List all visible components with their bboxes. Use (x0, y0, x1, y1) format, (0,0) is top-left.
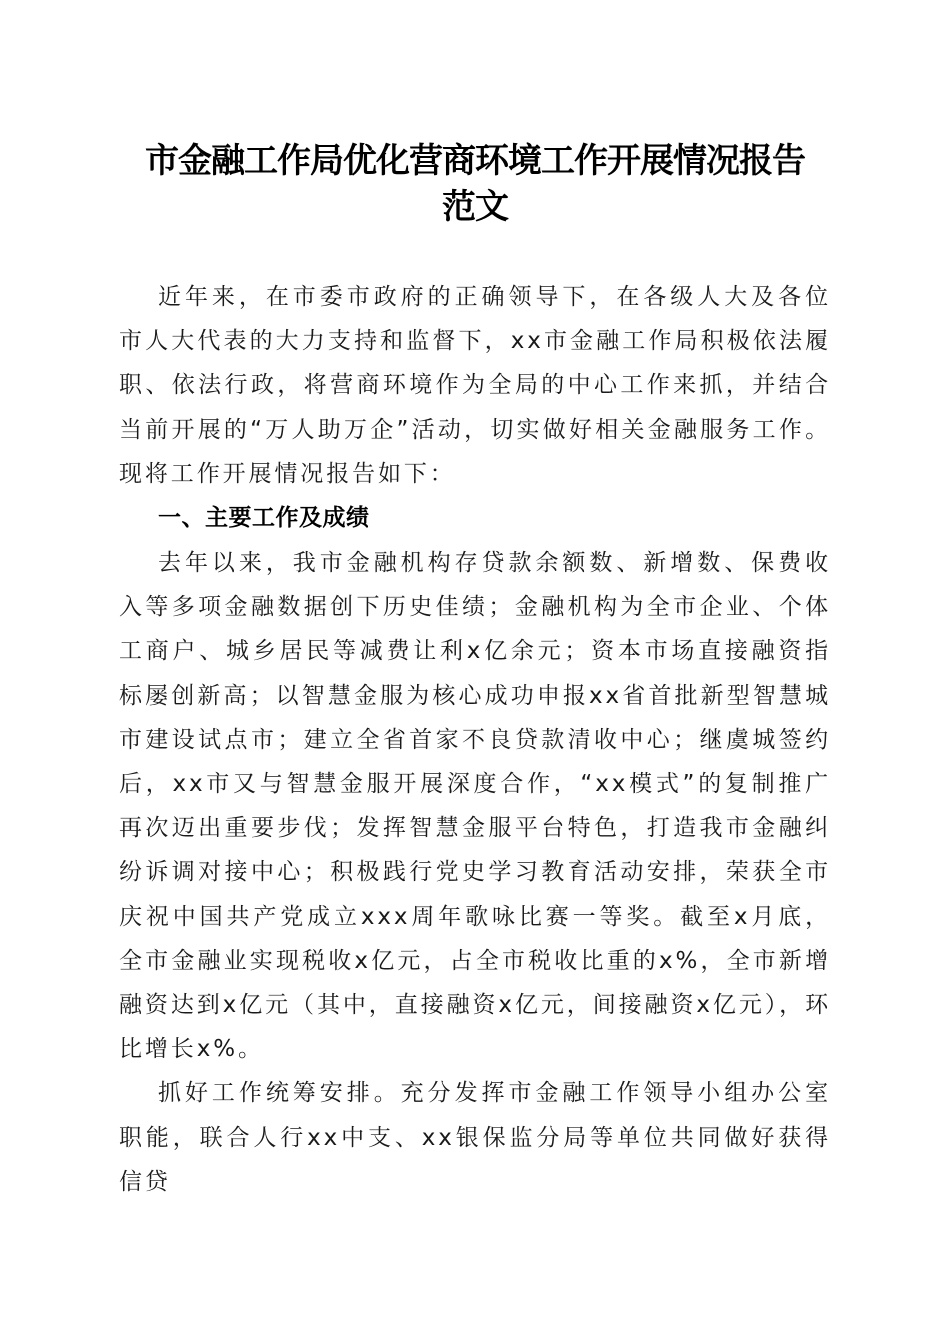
section-heading-1: 一、主要工作及成绩 (158, 505, 370, 532)
intro-paragraph: 近年来，在市委市政府的正确领导下，在各级人大及各位市人大代表的大力支持和监督下，xx市金融工作局积极依法履职、依法行政，将营商环境作为全局的中心工作来抓，并结合当前开展的“万人助万企”活动，切实做好相关金融服务工作。现将工作开展情况报告如下： (119, 284, 831, 487)
coordination-paragraph: 抓好工作统筹安排。充分发挥市金融工作领导小组办公室职能，联合人行xx中支、xx银保监分局等单位共同做好获得信贷 (119, 1080, 831, 1195)
document-title (100, 138, 850, 230)
title-line-2: 范文 (442, 187, 508, 227)
document-body (119, 275, 831, 1204)
title-line-1: 市金融工作局优化营商环境工作开展情况报告 (145, 141, 805, 181)
achievements-paragraph: 去年以来，我市金融机构存贷款余额数、新增数、保费收入等多项金融数据创下历史佳绩；金融机构为全市企业、个体工商户、城乡居民等减费让利x亿余元；资本市场直接融资指标屡创新高；以智慧金服为核心成功申报xx省首批新型智慧城市建设试点市；建立全省首家不良贷款清收中心；继虞城签约后，xx市又与智慧金服开展深度合作，“xx模式”的复制推广再次迈出重要步伐；发挥智慧金服平台特色，打造我市金融纠纷诉调对接中心；积极践行党史学习教育活动安排，荣获全市庆祝中国共产党成立xxx周年歌咏比赛一等奖。截至x月底，全市金融业实现税收x亿元，占全市税收比重的x%，全市新增融资达到x亿元（其中，直接融资x亿元，间接融资x亿元），环比增长x%。 (119, 550, 831, 1063)
